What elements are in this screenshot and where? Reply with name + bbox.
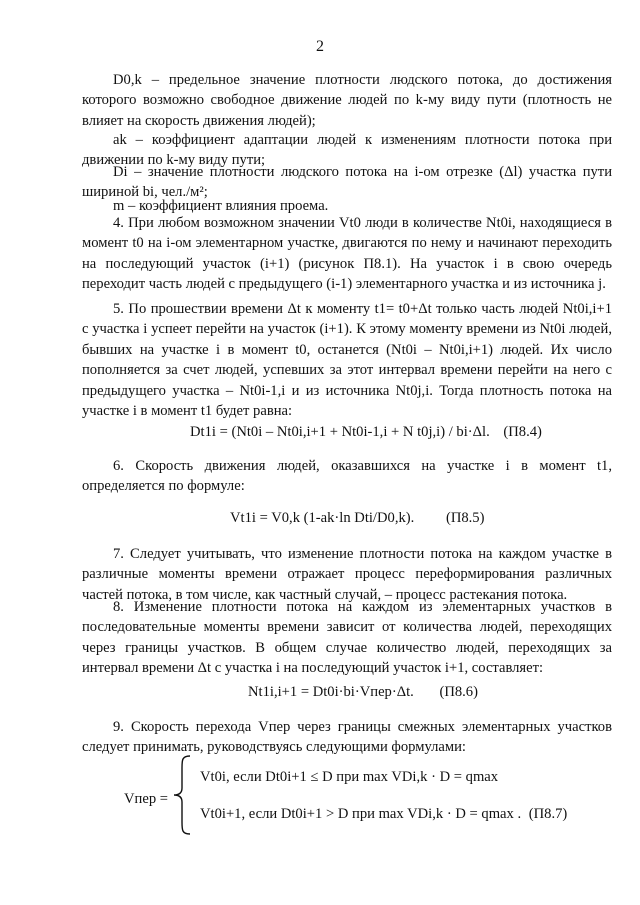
formula-p8-5-body: Vt1i = V0,k (1-ak·ln Dti/D0,k). [230, 510, 415, 526]
formula-p8-4 [190, 424, 542, 441]
paragraph-6: 6. Скорость движения людей, оказавшихся на участке i в момент t1, определяется по формуле: [82, 458, 612, 495]
paragraph-8: 8. Изменение плотности потока на каждом из элементарных участков в последовательные моменты времени зависит от количества людей, переходящих через границы участков. В общем случае количество людей, переходящих за интервал времени Δt с участка i на последующий участок i+1, составляет: [82, 599, 612, 677]
formula-p8-6 [248, 684, 478, 701]
formula-p8-7-lhs: Vпер = [124, 791, 169, 807]
formula-p8-4-body: Dt1i = (Nt0i – Nt0i,i+1 + Nt0i-1,i + N t0j,i) / bi·Δl. [190, 424, 490, 440]
formula-p8-7-tag: (П8.7) [528, 806, 568, 822]
formula-p8-7-case-2 [200, 806, 567, 823]
paragraph-5: 5. По прошествии времени Δt к моменту t1= t0+Δt только часть людей Nt0i,i+1 с участка i успеет перейти на участок (i+1). К этому моменту времени из Nt0i людей, бывших на участке i в момент t0, останется (Nt0i – Nt0i,i+1) людей. Их число пополняется за счет людей, успевших за этот интервал времени перейти на него с предыдущего участка – Nt0i-1,i и из источника Nt0j,i. Тогда плотность потока на участке i в момент t1 будет равна: [82, 301, 612, 420]
formula-p8-6-tag: (П8.6) [439, 684, 478, 700]
formula-p8-4-tag: (П8.4) [503, 424, 542, 440]
formula-p8-7-case-2-body: Vt0i+1, если Dt0i+1 > D при max VDi,k · D = qmax . [200, 806, 522, 822]
paragraph-4: 4. При любом возможном значении Vt0 люди в количестве Nt0i, находящиеся в момент t0 на i-ом элементарном участке, двигаются по нему и начинают переходить на последующий участок (i+1) (рисунок П8.1). На участок i в свою очередь переходит часть людей с предыдущего (i-1) элементарного участка и из источника j. [82, 215, 612, 293]
formula-p8-5-tag: (П8.5) [445, 510, 485, 526]
curly-brace-icon [172, 754, 192, 836]
paragraph-7: 7. Следует учитывать, что изменение плотности потока на каждом участке в различные моменты времени отражает процесс переформирования различных частей потока, в том числе, как частный случай, – процесс растекания потока. [82, 546, 612, 603]
definition-d0k: D0,k – предельное значение плотности людского потока, до достижения которого возможно свободное движение людей по k-му виду пути (плотность не влияет на скорость движения людей); [82, 72, 612, 129]
page-number: 2 [316, 38, 324, 55]
definition-m: m – коэффициент влияния проема. [113, 198, 329, 214]
definition-ak: ak – коэффициент адаптации людей к изменениям плотности потока при движении по k-му виду пути; [82, 132, 612, 169]
definition-di: Di – значение плотности людского потока на i-ом отрезке (Δl) участка пути шириной bi, чел./м²; [82, 164, 612, 201]
formula-p8-5 [230, 510, 484, 527]
formula-p8-7-case-1: Vt0i, если Dt0i+1 ≤ D при max VDi,k · D = qmax [200, 769, 499, 785]
paragraph-9: 9. Скорость перехода Vпер через границы смежных элементарных участков следует принимать, руководствуясь следующими формулами: [82, 719, 612, 756]
formula-p8-6-body: Nt1i,i+1 = Dt0i·bi·Vпер·Δt. [248, 684, 414, 700]
